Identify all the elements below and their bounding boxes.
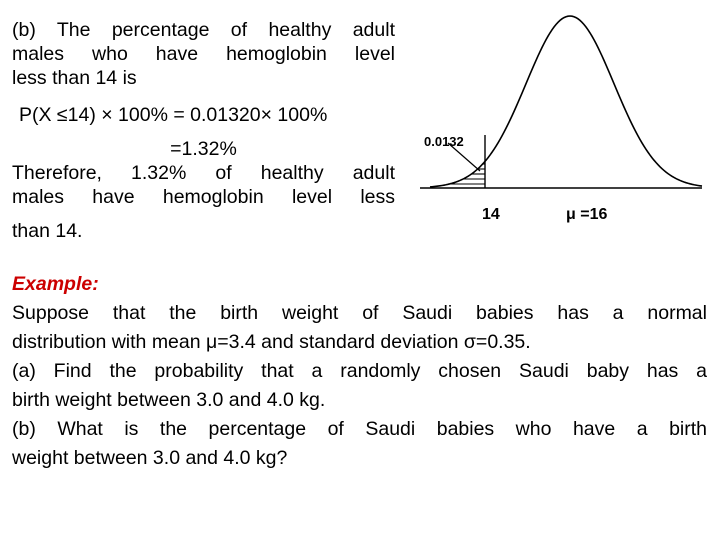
x-label-mean: μ =16 xyxy=(566,206,608,223)
x-label-14: 14 xyxy=(482,206,500,223)
part-b-line-2: males who have hemoglobin level xyxy=(12,43,395,65)
example-line-5: (b) What is the percentage of Saudi babies who have a birth xyxy=(12,418,707,440)
part-b-line-1: (b) The percentage of healthy adult xyxy=(12,19,395,41)
example-line-2: distribution with mean μ=3.4 and standard deviation σ=0.35. xyxy=(12,331,531,353)
part-b-line-8: than 14. xyxy=(12,220,83,242)
example-line-1: Suppose that the birth weight of Saudi babies has a normal xyxy=(12,302,707,324)
part-b-formula: P(X ≤14) × 100% = 0.01320× 100% xyxy=(19,104,328,126)
part-b-line-6: Therefore, 1.32% of healthy adult xyxy=(12,162,395,184)
example-heading: Example: xyxy=(12,273,99,295)
example-line-4: birth weight between 3.0 and 4.0 kg. xyxy=(12,389,326,411)
part-b-line-7: males have hemoglobin level less xyxy=(12,186,395,208)
example-line-3: (a) Find the probability that a randomly chosen Saudi baby has a xyxy=(12,360,707,382)
part-b-line-3: less than 14 is xyxy=(12,67,137,89)
area-label: 0.0132 xyxy=(424,134,464,149)
normal-curve xyxy=(430,16,702,187)
example-line-6: weight between 3.0 and 4.0 kg? xyxy=(12,447,288,469)
normal-curve-figure xyxy=(410,8,710,228)
part-b-result: =1.32% xyxy=(170,138,237,160)
